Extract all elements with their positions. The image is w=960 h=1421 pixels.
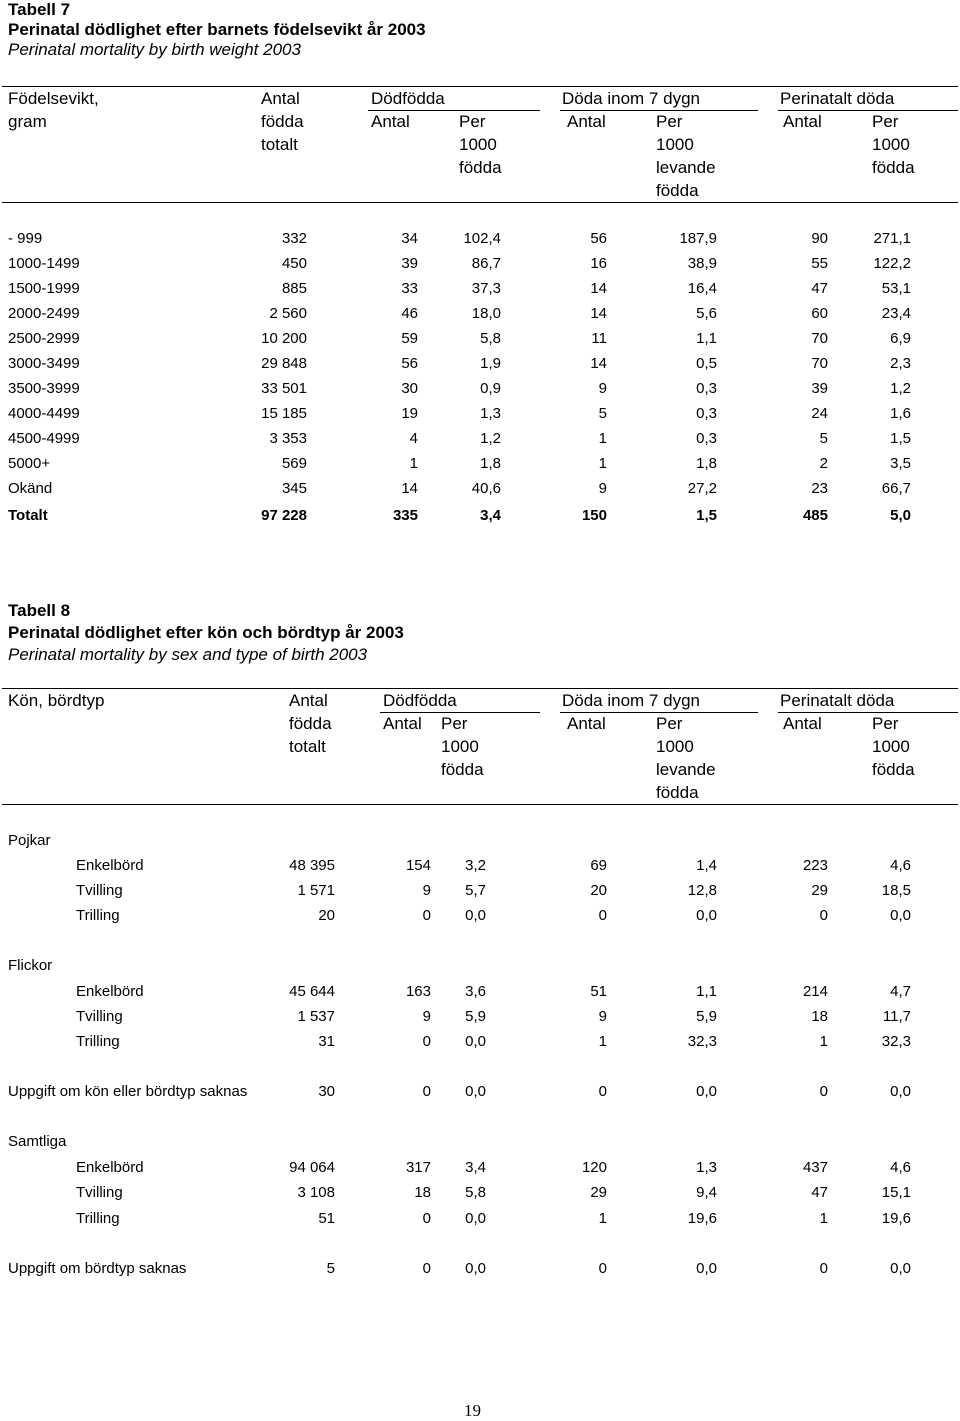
table-cell: 56 bbox=[590, 230, 607, 247]
table-cell: 3,2 bbox=[465, 857, 486, 874]
row-label: 1500-1999 bbox=[8, 280, 80, 297]
table-cell: 0,9 bbox=[480, 380, 501, 397]
table-cell: 0,0 bbox=[465, 1260, 486, 1277]
table-cell: 5,8 bbox=[465, 1184, 486, 1201]
t7-col0-h1: Födelsevikt, bbox=[8, 89, 99, 108]
table-cell: 20 bbox=[318, 907, 335, 924]
table-cell: 51 bbox=[318, 1210, 335, 1227]
table-cell: 5 bbox=[598, 405, 607, 422]
t8-doda7-header: Döda inom 7 dygn bbox=[562, 691, 700, 710]
table-cell: 569 bbox=[281, 455, 307, 472]
row-label: Trilling bbox=[76, 907, 120, 924]
table-cell: 1,2 bbox=[480, 430, 501, 447]
table-cell: 9 bbox=[598, 480, 607, 497]
t8-d7-per-2: 1000 bbox=[656, 737, 694, 756]
table-cell: 0,0 bbox=[890, 907, 911, 924]
row-label: 4000-4499 bbox=[8, 405, 80, 422]
table-cell: 0,3 bbox=[696, 430, 717, 447]
table-cell: 53,1 bbox=[881, 280, 911, 297]
table-cell: 0 bbox=[598, 1260, 607, 1277]
table-cell: 23,4 bbox=[881, 305, 911, 322]
row-label: 2000-2499 bbox=[8, 305, 80, 322]
table-cell: 1 bbox=[598, 430, 607, 447]
table-cell: 1 bbox=[409, 455, 418, 472]
table-cell: 0,0 bbox=[465, 1083, 486, 1100]
table-cell: 47 bbox=[811, 1184, 828, 1201]
table-cell: 45 644 bbox=[289, 983, 335, 1000]
t8-per-antal: Antal bbox=[783, 714, 822, 733]
table-cell: 0 bbox=[422, 907, 431, 924]
table-cell: 1,8 bbox=[696, 455, 717, 472]
table-cell: 39 bbox=[401, 255, 418, 272]
table-cell: 1 bbox=[598, 1210, 607, 1227]
row-label: 3500-3999 bbox=[8, 380, 80, 397]
table-cell: 0 bbox=[598, 1083, 607, 1100]
table-cell: 214 bbox=[802, 983, 828, 1000]
t8-dod-per-3: födda bbox=[441, 760, 484, 779]
t8-total-h3: totalt bbox=[289, 737, 326, 756]
table-cell: 55 bbox=[811, 255, 828, 272]
t7-doda7-header: Döda inom 7 dygn bbox=[562, 89, 700, 108]
table-cell: 69 bbox=[590, 857, 607, 874]
table-cell: 16,4 bbox=[687, 280, 717, 297]
table-cell: 1 bbox=[819, 1210, 828, 1227]
table-cell: 37,3 bbox=[471, 280, 501, 297]
t8-dodfodda-header: Dödfödda bbox=[383, 691, 457, 710]
t8-d7-per-1: Per bbox=[656, 714, 683, 733]
table-cell: 59 bbox=[401, 330, 418, 347]
table-cell: 0,0 bbox=[696, 907, 717, 924]
table7-top-rule bbox=[2, 86, 958, 87]
row-label: 2500-2999 bbox=[8, 330, 80, 347]
t8-d7-per-3: levande bbox=[656, 760, 716, 779]
table-cell: 56 bbox=[401, 355, 418, 372]
t7-d7-per-1: Per bbox=[656, 112, 683, 131]
table-cell: 2 bbox=[819, 455, 828, 472]
table-cell: 1 bbox=[598, 1033, 607, 1050]
table-cell: 5,8 bbox=[480, 330, 501, 347]
table-cell: 335 bbox=[392, 507, 418, 524]
table-cell: 30 bbox=[401, 380, 418, 397]
t7-dod-per-3: födda bbox=[459, 158, 502, 177]
t7-per-per-1: Per bbox=[872, 112, 899, 131]
table-cell: 154 bbox=[405, 857, 431, 874]
table8-label: Tabell 8 bbox=[8, 601, 71, 620]
table-cell: 437 bbox=[802, 1159, 828, 1176]
table-cell: 4,7 bbox=[890, 983, 911, 1000]
table-cell: 66,7 bbox=[881, 480, 911, 497]
table-cell: 150 bbox=[581, 507, 607, 524]
table-cell: 1,6 bbox=[890, 405, 911, 422]
t7-total-h3: totalt bbox=[261, 135, 298, 154]
table-cell: 20 bbox=[590, 882, 607, 899]
table-cell: 1,5 bbox=[890, 430, 911, 447]
table-cell: 332 bbox=[281, 230, 307, 247]
table-cell: 223 bbox=[802, 857, 828, 874]
table-cell: 345 bbox=[281, 480, 307, 497]
t7-per-per-3: födda bbox=[872, 158, 915, 177]
table8-title-en: Perinatal mortality by sex and type of birth 2003 bbox=[8, 645, 368, 664]
table-cell: 1,1 bbox=[696, 330, 717, 347]
table-cell: 11 bbox=[591, 330, 607, 347]
table-cell: 1,8 bbox=[480, 455, 501, 472]
t7-total-h1: Antal bbox=[261, 89, 300, 108]
table-cell: 0 bbox=[422, 1083, 431, 1100]
table-cell: 317 bbox=[405, 1159, 431, 1176]
row-label: Enkelbörd bbox=[76, 1159, 144, 1176]
table-cell: 122,2 bbox=[873, 255, 911, 272]
t8-d7-per-4: födda bbox=[656, 783, 699, 802]
table-cell: 32,3 bbox=[881, 1033, 911, 1050]
table-cell: 0 bbox=[598, 907, 607, 924]
table-cell: 9 bbox=[422, 882, 431, 899]
table-cell: 70 bbox=[811, 330, 828, 347]
t8-per-per-2: 1000 bbox=[872, 737, 910, 756]
row-label: Trilling bbox=[76, 1210, 120, 1227]
table-cell: 5 bbox=[819, 430, 828, 447]
table-cell: 0,5 bbox=[696, 355, 717, 372]
t7-dod-per-1: Per bbox=[459, 112, 486, 131]
table-cell: 1 bbox=[819, 1033, 828, 1050]
table-cell: 163 bbox=[405, 983, 431, 1000]
table-cell: 1 bbox=[598, 455, 607, 472]
t8-dod-per-2: 1000 bbox=[441, 737, 479, 756]
t7-dod-per-2: 1000 bbox=[459, 135, 497, 154]
table-cell: 18,5 bbox=[881, 882, 911, 899]
row-label: Enkelbörd bbox=[76, 857, 144, 874]
table-cell: 24 bbox=[811, 405, 828, 422]
t7-d7-antal: Antal bbox=[567, 112, 606, 131]
row-label: Uppgift om kön eller bördtyp saknas bbox=[8, 1083, 248, 1100]
table-cell: 0,0 bbox=[696, 1260, 717, 1277]
table-cell: 30 bbox=[318, 1083, 335, 1100]
t7-dodfodda-header: Dödfödda bbox=[371, 89, 445, 108]
table8-title-sv: Perinatal dödlighet efter kön och bördtyp år 2003 bbox=[8, 623, 404, 642]
t8-per-per-1: Per bbox=[872, 714, 899, 733]
table-cell: 0 bbox=[819, 1260, 828, 1277]
table-cell: 29 bbox=[590, 1184, 607, 1201]
table-cell: 120 bbox=[581, 1159, 607, 1176]
t7-d7-per-3: levande bbox=[656, 158, 716, 177]
t7-per-per-2: 1000 bbox=[872, 135, 910, 154]
table-cell: 187,9 bbox=[679, 230, 717, 247]
table-cell: 14 bbox=[401, 480, 418, 497]
table-cell: 70 bbox=[811, 355, 828, 372]
table-cell: 19,6 bbox=[881, 1210, 911, 1227]
t8-per-per-3: födda bbox=[872, 760, 915, 779]
table-cell: 0,3 bbox=[696, 405, 717, 422]
table-cell: 32,3 bbox=[687, 1033, 717, 1050]
table-cell: 0,3 bbox=[696, 380, 717, 397]
table-cell: 90 bbox=[811, 230, 828, 247]
table-cell: 18 bbox=[811, 1008, 828, 1025]
table-cell: 5 bbox=[326, 1260, 335, 1277]
row-label: 1000-1499 bbox=[8, 255, 80, 272]
t8-total-h2: födda bbox=[289, 714, 332, 733]
t7-d7-per-2: 1000 bbox=[656, 135, 694, 154]
table-cell: 0,0 bbox=[890, 1260, 911, 1277]
table-cell: 5,6 bbox=[696, 305, 717, 322]
table-cell: 12,8 bbox=[687, 882, 717, 899]
table-cell: 1,1 bbox=[696, 983, 717, 1000]
table-cell: 19,6 bbox=[687, 1210, 717, 1227]
table-cell: 3,6 bbox=[465, 983, 486, 1000]
row-label: Totalt bbox=[8, 507, 48, 524]
table-cell: 9 bbox=[422, 1008, 431, 1025]
table-cell: 46 bbox=[401, 305, 418, 322]
table-cell: 40,6 bbox=[471, 480, 501, 497]
t8-group-label: Samtliga bbox=[8, 1133, 67, 1150]
table-cell: 29 848 bbox=[261, 355, 307, 372]
table-cell: 3 353 bbox=[269, 430, 307, 447]
table7-title-en: Perinatal mortality by birth weight 2003 bbox=[8, 40, 301, 59]
table-cell: 27,2 bbox=[687, 480, 717, 497]
table-cell: 11,7 bbox=[882, 1008, 911, 1025]
table-cell: 1,4 bbox=[696, 857, 717, 874]
row-label: 5000+ bbox=[8, 455, 51, 472]
t8-dod-per-1: Per bbox=[441, 714, 468, 733]
t7-per-antal: Antal bbox=[783, 112, 822, 131]
t7-perinatalt-header: Perinatalt döda bbox=[780, 89, 895, 108]
row-label: Trilling bbox=[76, 1033, 120, 1050]
table-cell: 2,3 bbox=[890, 355, 911, 372]
table7-header-bottom-rule bbox=[2, 202, 958, 203]
table-cell: 94 064 bbox=[289, 1159, 335, 1176]
table-cell: 1,2 bbox=[890, 380, 911, 397]
table-cell: 5,0 bbox=[890, 507, 911, 524]
table-cell: 47 bbox=[811, 280, 828, 297]
table-cell: 5,9 bbox=[465, 1008, 486, 1025]
table-cell: 0 bbox=[819, 907, 828, 924]
table-cell: 14 bbox=[590, 280, 607, 297]
table-cell: 0,0 bbox=[465, 1210, 486, 1227]
row-label: 4500-4999 bbox=[8, 430, 80, 447]
table-cell: 1,5 bbox=[696, 507, 717, 524]
table-cell: 5,7 bbox=[465, 882, 486, 899]
t7-dod-antal: Antal bbox=[371, 112, 410, 131]
table-cell: 4 bbox=[409, 430, 418, 447]
t8-d7-antal: Antal bbox=[567, 714, 606, 733]
row-label: Tvilling bbox=[76, 1008, 123, 1025]
table-cell: 51 bbox=[590, 983, 607, 1000]
table-cell: 19 bbox=[401, 405, 418, 422]
table-cell: 18,0 bbox=[471, 305, 501, 322]
table8-header-bottom-rule bbox=[2, 804, 958, 805]
table-cell: 1,3 bbox=[696, 1159, 717, 1176]
table-cell: 33 501 bbox=[261, 380, 307, 397]
table-cell: 31 bbox=[318, 1033, 335, 1050]
table-cell: 0 bbox=[422, 1210, 431, 1227]
table-cell: 0,0 bbox=[696, 1083, 717, 1100]
table-cell: 15,1 bbox=[881, 1184, 911, 1201]
table-cell: 3,5 bbox=[890, 455, 911, 472]
table-cell: 97 228 bbox=[261, 507, 307, 524]
row-label: 3000-3499 bbox=[8, 355, 80, 372]
table-cell: 1 537 bbox=[297, 1008, 335, 1025]
row-label: Tvilling bbox=[76, 1184, 123, 1201]
row-label: Okänd bbox=[8, 480, 53, 497]
table-cell: 271,1 bbox=[873, 230, 911, 247]
table-cell: 4,6 bbox=[890, 857, 911, 874]
table8-top-rule bbox=[2, 688, 958, 689]
table-cell: 3,4 bbox=[480, 507, 501, 524]
table-cell: 3,4 bbox=[465, 1159, 486, 1176]
table-cell: 16 bbox=[590, 255, 607, 272]
table-cell: 6,9 bbox=[890, 330, 911, 347]
table-cell: 485 bbox=[802, 507, 828, 524]
table-cell: 9 bbox=[598, 380, 607, 397]
table-cell: 39 bbox=[811, 380, 828, 397]
table-cell: 2 560 bbox=[269, 305, 307, 322]
t8-total-h1: Antal bbox=[289, 691, 328, 710]
table-cell: 48 395 bbox=[289, 857, 335, 874]
table-cell: 10 200 bbox=[261, 330, 307, 347]
row-label: Enkelbörd bbox=[76, 983, 144, 1000]
table-cell: 102,4 bbox=[463, 230, 501, 247]
table-cell: 34 bbox=[401, 230, 418, 247]
table-cell: 1,9 bbox=[480, 355, 501, 372]
table-cell: 86,7 bbox=[471, 255, 501, 272]
table-cell: 14 bbox=[590, 305, 607, 322]
table-cell: 0 bbox=[819, 1083, 828, 1100]
table-cell: 9,4 bbox=[696, 1184, 717, 1201]
table7-title-sv: Perinatal dödlighet efter barnets födelsevikt år 2003 bbox=[8, 20, 426, 39]
table-cell: 14 bbox=[590, 355, 607, 372]
table-cell: 4,6 bbox=[890, 1159, 911, 1176]
table-cell: 23 bbox=[811, 480, 828, 497]
t8-col0-header: Kön, bördtyp bbox=[8, 691, 105, 710]
table-cell: 33 bbox=[401, 280, 418, 297]
t8-group-label: Flickor bbox=[8, 957, 53, 974]
table-cell: 0 bbox=[422, 1033, 431, 1050]
t7-total-h2: födda bbox=[261, 112, 304, 131]
table-cell: 9 bbox=[598, 1008, 607, 1025]
table-cell: 15 185 bbox=[261, 405, 307, 422]
table7-label: Tabell 7 bbox=[8, 0, 71, 19]
t8-dod-antal: Antal bbox=[383, 714, 422, 733]
table-cell: 3 108 bbox=[297, 1184, 335, 1201]
table-cell: 38,9 bbox=[687, 255, 717, 272]
table-cell: 450 bbox=[281, 255, 307, 272]
row-label: - 999 bbox=[8, 230, 43, 247]
table-cell: 1,3 bbox=[480, 405, 501, 422]
table-cell: 5,9 bbox=[696, 1008, 717, 1025]
row-label: Tvilling bbox=[76, 882, 123, 899]
table-cell: 0,0 bbox=[890, 1083, 911, 1100]
table-cell: 0,0 bbox=[465, 907, 486, 924]
table-cell: 18 bbox=[414, 1184, 431, 1201]
table-cell: 0 bbox=[422, 1260, 431, 1277]
table-cell: 29 bbox=[811, 882, 828, 899]
t7-d7-per-4: födda bbox=[656, 181, 699, 200]
table-cell: 0,0 bbox=[465, 1033, 486, 1050]
t8-group-label: Pojkar bbox=[8, 832, 51, 849]
table-cell: 60 bbox=[811, 305, 828, 322]
table-cell: 885 bbox=[281, 280, 307, 297]
t7-col0-h2: gram bbox=[8, 112, 47, 131]
row-label: Uppgift om bördtyp saknas bbox=[8, 1260, 187, 1277]
table-cell: 1 571 bbox=[297, 882, 335, 899]
t8-perinatalt-header: Perinatalt döda bbox=[780, 691, 895, 710]
page-number: 19 bbox=[464, 1401, 481, 1420]
